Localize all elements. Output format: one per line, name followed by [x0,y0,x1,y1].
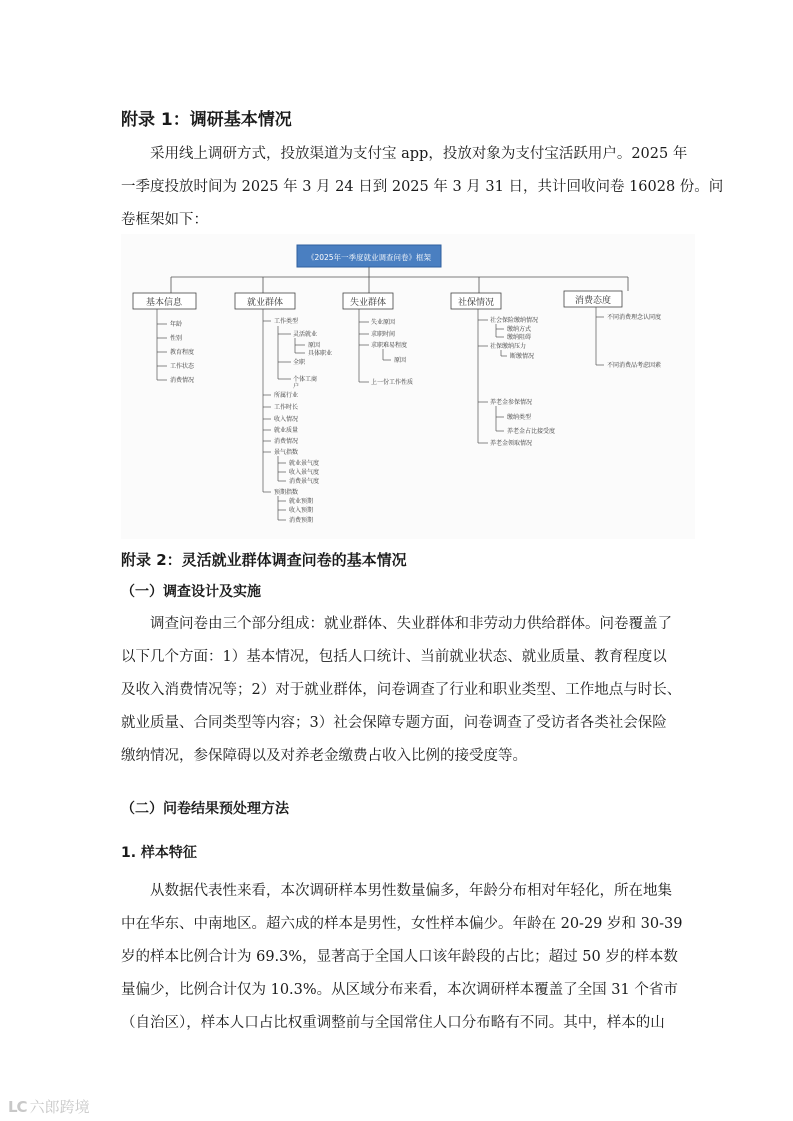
diagram-item: 景气指数 [274,449,299,456]
diagram-item: 工作时长 [274,404,299,411]
diagram-item: 上一份工作性质 [371,379,414,386]
diagram-item: 缴纳阻碍 [507,334,532,341]
text-line: 就业质量、合同类型等内容；3）社会保障专题方面，问卷调查了受访者各类社会保险 [121,715,667,731]
section2-title: （二）问卷结果预处理方法 [121,801,289,817]
text-line: 从数据代表性来看，本次调研样本男性数量偏多，年龄分布相对年轻化，所在地集 [150,883,672,899]
text-line: 及收入消费情况等；2）对于就业群体，问卷调查了行业和职业类型、工作地点与时长、 [121,682,682,698]
diagram-group-label: 基本信息 [145,298,183,308]
diagram-item: 收入情况 [274,416,299,423]
subsection1-title: 1. 样本特征 [121,845,197,861]
diagram-item: 消费预期 [289,517,314,524]
text-line: 一季度投放时间为 2025 年 3 月 24 日到 2025 年 3 月 31 日，共计回收问卷 16028 份。问 [121,179,724,195]
text-line: 量偏少，比例合计仅为 10.3%。从区域分布来看，本次调研样本覆盖了全国 31 个省市 [121,982,678,998]
diagram-item: 具体职业 [308,350,333,357]
appendix1-title: 附录 1：调研基本情况 [121,110,292,130]
section1-paragraph [121,608,682,773]
diagram-item: 求职时间 [371,331,396,338]
appendix1-paragraph [121,138,724,237]
diagram-item: 养老金参保情况 [490,399,533,406]
diagram-item: 就业景气度 [289,460,320,467]
diagram-item: 教育程度 [170,349,195,356]
diagram-item: 性别 [170,335,183,342]
diagram-item: 工作状态 [170,363,195,370]
text-line: （自治区），样本人口占比权重调整前与全国常住人口分布略有不同。其中，样本的山 [121,1015,665,1031]
diagram-group-label: 消费态度 [574,296,612,306]
diagram-item: 不同消费理念认同度 [607,314,662,321]
text-line: 以下几个方面：1）基本情况，包括人口统计、当前就业状态、就业质量、教育程度以 [121,649,667,665]
diagram-item: 原因 [394,357,407,364]
diagram-item: 收入预期 [289,507,314,514]
diagram-group-label: 失业群体 [349,298,387,308]
diagram-root-label: 《2025年一季度就业调查问卷》框架 [306,253,432,262]
text-line: 中在华东、中南地区。超六成的样本是男性，女性样本偏少。年龄在 20-29 岁和 30-39 [121,916,683,932]
diagram-item: 社会保险缴纳情况 [490,317,539,324]
questionnaire-framework-diagram [121,234,695,539]
diagram-item: 预期指数 [274,489,299,496]
diagram-item: 年龄 [170,321,183,328]
section1-title: （一）调查设计及实施 [121,584,261,600]
diagram-item: 求职难易程度 [371,342,408,349]
diagram-item: 户 [293,383,300,390]
text-line: 采用线上调研方式，投放渠道为支付宝 app，投放对象为支付宝活跃用户。2025 年 [150,146,688,162]
diagram-item: 养老金占比接受度 [507,428,556,435]
text-line: 卷框架如下： [121,212,208,228]
diagram-item: 社保缴纳压力 [490,343,527,350]
watermark [8,1096,90,1117]
diagram-item: 不同消费品考虑因素 [607,362,662,369]
diagram-item: 工作类型 [274,318,299,325]
diagram-item: 消费景气度 [289,478,320,485]
diagram-item: 断缴情况 [510,353,535,360]
diagram-item: 灵活就业 [293,331,318,338]
diagram-item: 消费情况 [170,377,195,384]
text-line: 岁的样本比例合计为 69.3%，显著高于全国人口该年龄段的占比；超过 50 岁的样本数 [121,949,678,965]
diagram-item: 缴纳类型 [507,414,532,421]
watermark-text: 六郎跨境 [29,1098,90,1116]
watermark-logo-icon: LC [8,1098,27,1116]
diagram-item: 收入景气度 [289,469,320,476]
appendix2-title: 附录 2：灵活就业群体调查问卷的基本情况 [121,551,407,569]
diagram-group-label: 就业群体 [246,298,284,308]
diagram-item: 消费情况 [274,438,299,445]
diagram-item: 全职 [293,359,306,366]
diagram-item: 缴纳方式 [507,326,532,333]
diagram-item: 养老金领取情况 [490,440,533,447]
diagram-item: 原因 [308,342,321,349]
sample-characteristics-paragraph [121,875,683,1040]
text-line: 缴纳情况，参保障碍以及对养老金缴费占收入比例的接受度等。 [121,748,527,764]
text-line: 调查问卷由三个部分组成：就业群体、失业群体和非劳动力供给群体。问卷覆盖了 [150,616,672,632]
diagram-group-label: 社保情况 [457,298,495,308]
diagram-item: 就业预期 [289,498,314,505]
diagram-item: 就业质量 [274,427,299,434]
diagram-item: 失业原因 [371,319,396,326]
diagram-item: 所属行业 [274,392,299,399]
diagram-item: 个体工商 [293,376,318,383]
